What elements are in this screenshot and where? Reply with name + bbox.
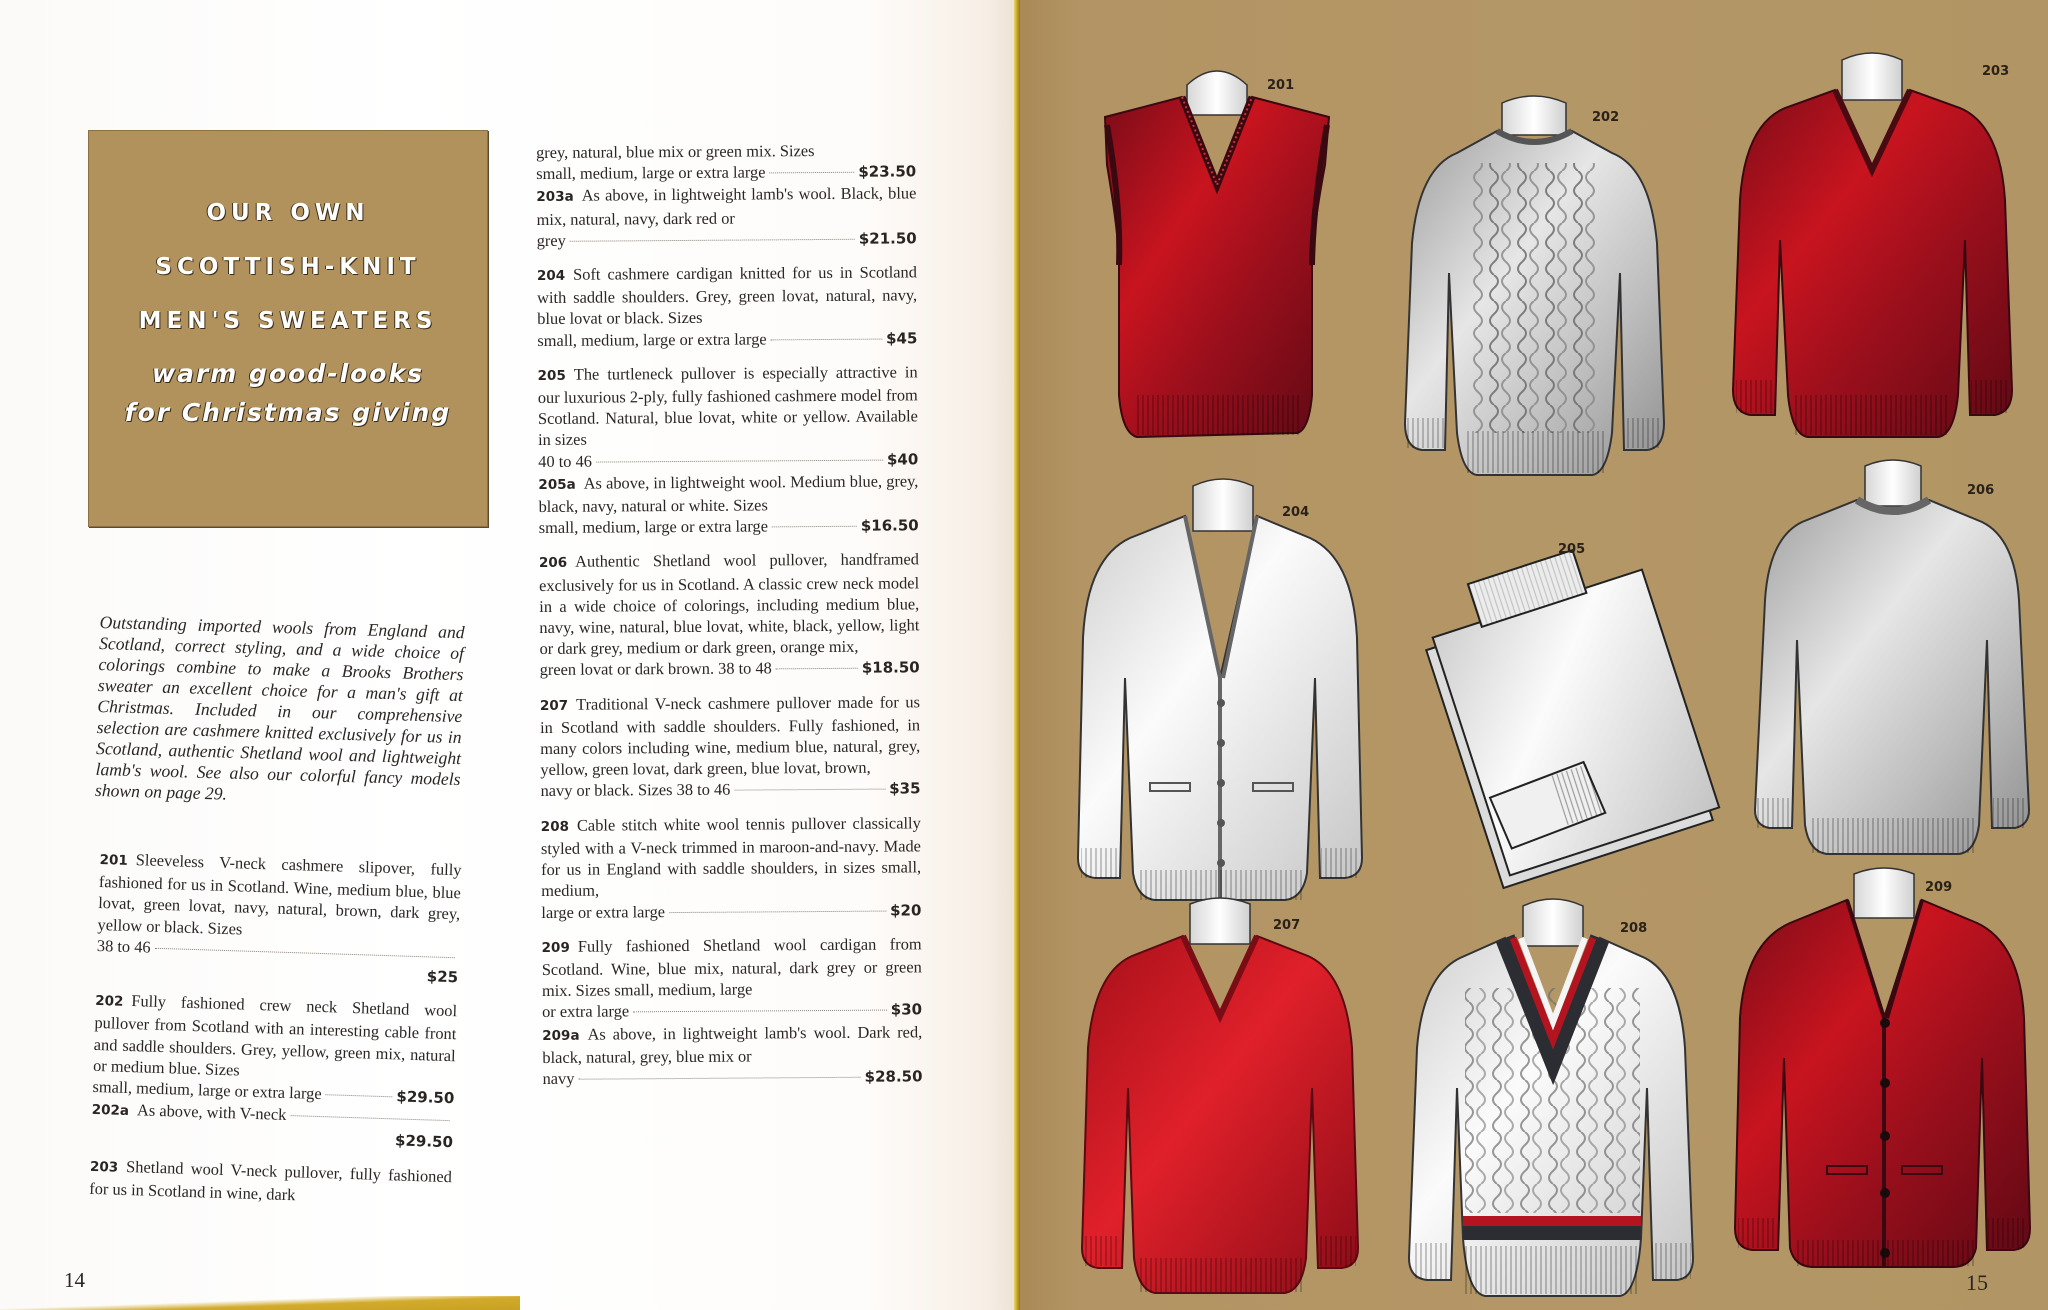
item-description: Fully fashioned crew neck Shetland wool pullover from Scotland with an interesting cable front and saddle shoulders. Grey, yellow, green mix, natural or medium blue. Sizes xyxy=(92,991,458,1080)
item-price: $28.50 xyxy=(864,1067,923,1086)
item-description-tail: green lovat or dark brown. 38 to 48 xyxy=(539,658,772,680)
item-price: $40 xyxy=(886,449,919,469)
cover-edge xyxy=(0,1296,520,1310)
item-description-tail: 40 to 46 xyxy=(538,451,593,471)
catalog-entry-203 xyxy=(89,1154,452,1210)
illustration-label-204: 204 xyxy=(1282,505,1310,520)
item-description-tail: small, medium, large or extra large xyxy=(537,329,767,350)
illustration-label-203: 203 xyxy=(1982,64,2010,79)
item-price: $20 xyxy=(889,900,922,920)
illustration-203-vneck-pullover xyxy=(1730,50,2015,445)
leader-dots xyxy=(776,668,858,670)
item-description-continued: grey, natural, blue mix or green mix. Sizes xyxy=(536,141,815,162)
leader-dots xyxy=(290,1115,449,1121)
item-description-tail: grey xyxy=(536,230,566,250)
item-description-tail: 38 to 46 xyxy=(96,935,151,957)
item-description: Traditional V-neck cashmere pullover made for us in Scotland with saddle shoulders. Fully fashioned, in many colors including wine, medium blue, natural, grey, yellow, green lovat, dark green, blue lovat, brown, xyxy=(540,692,921,780)
catalog-entry-206 xyxy=(539,549,920,682)
item-price: $35 xyxy=(889,779,921,799)
item-price: $29.50 xyxy=(394,1131,454,1152)
leader-dots xyxy=(155,948,455,958)
right-page xyxy=(1020,0,2048,1310)
page-number-right: 15 xyxy=(1966,1270,1988,1295)
headline-line-2: SCOTTISH-KNIT xyxy=(155,254,421,280)
item-price: $30 xyxy=(890,1000,923,1019)
item-description: As above, in lightweight wool. Medium blue, grey, black, navy, natural or white. Sizes xyxy=(538,471,919,517)
catalog-entry-203a xyxy=(536,183,916,252)
item-description-tail: small, medium, large or extra large xyxy=(538,516,769,538)
catalog-entry-209 xyxy=(542,933,923,1023)
illustration-207-vneck-pullover xyxy=(1080,898,1360,1298)
item-number: 204 xyxy=(536,267,566,285)
illustration-208-tennis-pullover xyxy=(1405,898,1695,1298)
item-description: Shetland wool V-neck pullover, fully fashioned for us in Scotland in wine, dark xyxy=(89,1156,453,1205)
catalog-entry-209a xyxy=(542,1021,922,1090)
item-description: Cable stitch white wool tennis pullover classically styled with a V-neck trimmed in maroon-and-navy. Made for us in England with saddle shoulders, in sizes small, medium, xyxy=(540,813,922,901)
catalog-entry-202 xyxy=(92,989,457,1109)
illustration-205-folded-turtleneck xyxy=(1425,540,1705,870)
headline-panel xyxy=(88,130,488,527)
item-description-tail: navy xyxy=(542,1068,575,1088)
left-page xyxy=(0,0,1016,1310)
item-number: 208 xyxy=(540,818,570,835)
item-price: $21.50 xyxy=(858,229,917,248)
catalog-entry-207 xyxy=(540,691,921,803)
catalog-column-left xyxy=(89,848,462,1222)
leader-dots xyxy=(772,526,857,528)
page-number-left: 14 xyxy=(64,1268,85,1292)
illustration-label-202: 202 xyxy=(1592,110,1620,125)
item-price: $16.50 xyxy=(860,516,919,535)
illustration-label-209: 209 xyxy=(1925,880,1953,895)
leader-dots xyxy=(771,338,882,340)
item-description: As above, in lightweight lamb's wool. Black, blue mix, natural, navy, dark red or xyxy=(536,183,917,229)
headline-line-1: OUR OWN xyxy=(206,200,370,226)
illustration-206-crew-pullover xyxy=(1747,460,2037,860)
leader-dots xyxy=(578,1077,860,1080)
item-description: As above, in lightweight lamb's wool. Dark red, black, natural, grey, blue mix or xyxy=(542,1021,923,1067)
leader-dots xyxy=(769,172,854,174)
illustration-202-cable-pullover xyxy=(1402,93,1667,478)
leader-dots xyxy=(596,459,883,462)
headline-sub-2: for Christmas giving xyxy=(124,398,452,427)
catalog-column-right xyxy=(536,139,923,1102)
catalog-entry-203-continued xyxy=(536,139,916,185)
item-number: 206 xyxy=(538,555,568,572)
item-number: 202 xyxy=(94,993,124,1011)
item-number: 203 xyxy=(89,1158,119,1176)
catalog-entry-205 xyxy=(538,361,919,473)
item-price: $18.50 xyxy=(861,658,920,678)
catalog-entry-205a xyxy=(538,470,918,539)
headline-line-3: MEN'S SWEATERS xyxy=(138,308,438,334)
illustration-209-cardigan xyxy=(1732,868,2032,1268)
catalog-entry-204 xyxy=(537,261,918,351)
headline-sub-1: warm good-looks xyxy=(152,359,424,388)
illustration-label-208: 208 xyxy=(1620,921,1648,936)
illustration-label-201: 201 xyxy=(1267,78,1295,93)
item-number: 205 xyxy=(537,367,566,384)
catalog-entry-201 xyxy=(96,848,462,989)
catalog-entry-208 xyxy=(541,812,922,924)
item-description: The turtleneck pullover is especially attractive in our luxurious 2-ply, fully fashioned cashmere model from Scotland. Natural, blue lovat, white or yellow. Available in sizes xyxy=(537,362,918,450)
item-description: Sleeveless V-neck cashmere slipover, fully fashioned for us in Scotland. Wine, medium blue, blue lovat, green lovat, navy, natural, brown, dark grey, yellow or black. Sizes xyxy=(97,850,462,939)
item-description-tail: or extra large xyxy=(542,1001,630,1022)
item-number: 209 xyxy=(541,939,570,956)
item-price: $23.50 xyxy=(858,162,917,181)
item-price: $45 xyxy=(886,328,918,348)
item-number: 209a xyxy=(542,1027,580,1044)
leader-dots xyxy=(570,239,855,242)
illustration-label-206: 206 xyxy=(1967,483,1995,498)
item-description: Fully fashioned Shetland wool cardigan from Scotland. Wine, blue mix, natural, dark grey or green mix. Sizes small, medium, large xyxy=(541,934,922,1001)
illustration-label-205: 205 xyxy=(1558,542,1586,557)
item-number: 207 xyxy=(539,697,569,714)
leader-dots xyxy=(633,1010,887,1013)
illustration-204-cardigan xyxy=(1075,478,1365,903)
item-description-tail: As above, with V-neck xyxy=(136,1100,287,1125)
leader-dots xyxy=(326,1094,393,1097)
item-description-tail: large or extra large xyxy=(541,901,666,922)
item-number: 203a xyxy=(536,189,574,206)
item-description: Soft cashmere cardigan knitted for us in Scotland with saddle shoulders. Grey, green lovat, natural, navy, blue lovat or black. Sizes xyxy=(537,262,918,329)
leader-dots xyxy=(734,789,885,791)
item-price: $25 xyxy=(426,967,459,987)
illustration-201-slipover xyxy=(1097,55,1337,445)
item-number: 201 xyxy=(99,851,129,869)
item-number: 205a xyxy=(538,476,576,493)
item-description-tail: small, medium, large or extra large xyxy=(92,1076,322,1104)
item-description-tail: small, medium, large or extra large xyxy=(536,162,766,184)
leader-dots xyxy=(669,910,886,913)
intro-paragraph: Outstanding imported wools from England and Scotland, correct styling, and a wide choice of colorings combine to make a Brooks Brothers sweater an excellent choice for a man's gift at Christmas. Included in our comprehensive selection are cashmere knitted exclusively for us in Scotland, authentic Shetland wool and lightweight lamb's wool. See also our colorful fancy models shown on page 29. xyxy=(94,612,465,804)
item-description: Authentic Shetland wool pullover, handframed exclusively for us in Scotland. A classic crew neck model in a wide choice of colorings, including medium blue, navy, wine, natural, blue lovat, white, black, yellow, light or dark grey, medium or dark green, orange mix, xyxy=(539,549,920,659)
item-description-tail: navy or black. Sizes 38 to 46 xyxy=(540,780,731,801)
item-price: $29.50 xyxy=(396,1087,455,1108)
illustration-label-207: 207 xyxy=(1273,918,1301,933)
item-number: 202a xyxy=(91,1102,130,1120)
